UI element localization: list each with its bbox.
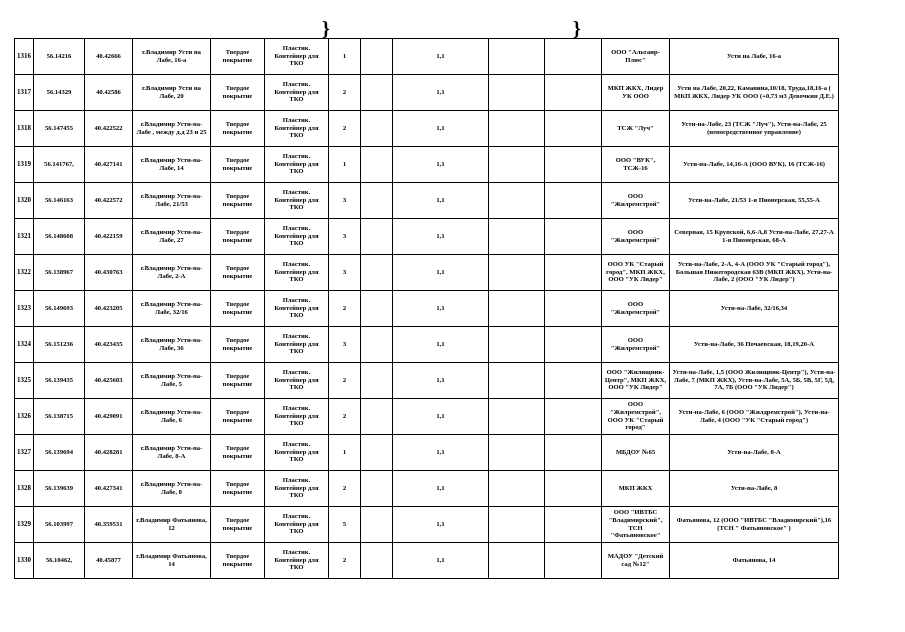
served-addresses-cell: Усти-на-Лабе, 2-А, 4-А (ООО УК "Старый город"), Большая Нижегородская 63В (МКП ЖКХ), Усти-на-Лабе, 2 (ООО "УК Лидер") bbox=[670, 255, 839, 291]
empty-cell bbox=[489, 255, 545, 291]
container-type-cell: Пластик. Контейнер для ТКО bbox=[265, 471, 329, 507]
container-volume-cell: 1,1 bbox=[393, 435, 489, 471]
empty-cell bbox=[361, 399, 393, 435]
organization-cell: ООО "Жилремстрой" bbox=[602, 219, 670, 255]
container-volume-cell: 1,1 bbox=[393, 543, 489, 579]
organization-cell: ООО "ВУК", ТСЖ-16 bbox=[602, 147, 670, 183]
empty-cell bbox=[545, 435, 602, 471]
container-count-cell: 2 bbox=[329, 543, 361, 579]
served-addresses-cell: Усти-на-Лабе, 8 bbox=[670, 471, 839, 507]
address-cell: г.Владимир Усти-на-Лабе, 14 bbox=[133, 147, 211, 183]
empty-cell bbox=[361, 111, 393, 147]
empty-cell bbox=[361, 543, 393, 579]
served-addresses-cell: Усти на Лабе, 16-а bbox=[670, 39, 839, 75]
table-row bbox=[15, 399, 839, 435]
container-type-cell: Пластик. Контейнер для ТКО bbox=[265, 219, 329, 255]
container-volume-cell: 1,1 bbox=[393, 219, 489, 255]
container-volume-cell: 1,1 bbox=[393, 75, 489, 111]
container-volume-cell: 1,1 bbox=[393, 111, 489, 147]
container-type-cell: Пластик. Контейнер для ТКО bbox=[265, 543, 329, 579]
address-cell: г.Владимир Усти-на-Лабе , между д.д 23 и 25 bbox=[133, 111, 211, 147]
table-row bbox=[15, 291, 839, 327]
table-row bbox=[15, 471, 839, 507]
latitude-cell: 56.14216 bbox=[34, 39, 85, 75]
longitude-cell: 40.425603 bbox=[85, 363, 133, 399]
empty-cell bbox=[545, 75, 602, 111]
surface-cell: Твердое покрытие bbox=[211, 399, 265, 435]
row-number: 1323 bbox=[15, 291, 34, 327]
container-count-cell: 1 bbox=[329, 39, 361, 75]
container-count-cell: 3 bbox=[329, 255, 361, 291]
organization-cell: МКП ЖКХ, Лидер УК ООО bbox=[602, 75, 670, 111]
empty-cell bbox=[361, 183, 393, 219]
latitude-cell: 56.146163 bbox=[34, 183, 85, 219]
latitude-cell: 56.103997 bbox=[34, 507, 85, 543]
longitude-cell: 40.42666 bbox=[85, 39, 133, 75]
container-count-cell: 2 bbox=[329, 75, 361, 111]
served-addresses-cell: Усти-на-Лабе, 8-А bbox=[670, 435, 839, 471]
empty-cell bbox=[545, 507, 602, 543]
surface-cell: Твердое покрытие bbox=[211, 327, 265, 363]
organization-cell: ООО "ИВТБС "Владимирский", ТСН "Фатьяновское" bbox=[602, 507, 670, 543]
row-number: 1326 bbox=[15, 399, 34, 435]
empty-cell bbox=[361, 507, 393, 543]
address-cell: г.Владимир Усти-на-Лабе, 32/16 bbox=[133, 291, 211, 327]
container-count-cell: 5 bbox=[329, 507, 361, 543]
container-count-cell: 2 bbox=[329, 471, 361, 507]
empty-cell bbox=[545, 327, 602, 363]
empty-cell bbox=[545, 399, 602, 435]
surface-cell: Твердое покрытие bbox=[211, 291, 265, 327]
longitude-cell: 40.428281 bbox=[85, 435, 133, 471]
address-cell: г.Владимир Усти-на-Лабе, 21/53 bbox=[133, 183, 211, 219]
organization-cell: ООО "Жилищник-Центр", МКП ЖКХ, ООО "УК Лидер" bbox=[602, 363, 670, 399]
table-row bbox=[15, 363, 839, 399]
container-count-cell: 2 bbox=[329, 363, 361, 399]
address-cell: г.Владимир Усти на Лабе, 16-а bbox=[133, 39, 211, 75]
row-number: 1319 bbox=[15, 147, 34, 183]
container-type-cell: Пластик. Контейнер для ТКО bbox=[265, 291, 329, 327]
surface-cell: Твердое покрытие bbox=[211, 435, 265, 471]
empty-cell bbox=[361, 147, 393, 183]
address-cell: г.Владимир Фатьянова, 14 bbox=[133, 543, 211, 579]
longitude-cell: 40.45877 bbox=[85, 543, 133, 579]
latitude-cell: 56.148608 bbox=[34, 219, 85, 255]
container-type-cell: Пластик. Контейнер для ТКО bbox=[265, 147, 329, 183]
surface-cell: Твердое покрытие bbox=[211, 39, 265, 75]
empty-cell bbox=[361, 219, 393, 255]
empty-cell bbox=[489, 291, 545, 327]
longitude-cell: 40.427341 bbox=[85, 471, 133, 507]
latitude-cell: 56.139435 bbox=[34, 363, 85, 399]
row-number: 1320 bbox=[15, 183, 34, 219]
organization-cell: ООО "Жилремстрой" bbox=[602, 183, 670, 219]
row-number: 1327 bbox=[15, 435, 34, 471]
container-type-cell: Пластик. Контейнер для ТКО bbox=[265, 363, 329, 399]
container-type-cell: Пластик. Контейнер для ТКО bbox=[265, 39, 329, 75]
empty-cell bbox=[489, 39, 545, 75]
empty-cell bbox=[489, 111, 545, 147]
surface-cell: Твердое покрытие bbox=[211, 543, 265, 579]
container-type-cell: Пластик. Контейнер для ТКО bbox=[265, 255, 329, 291]
served-addresses-cell: Усти-на-Лабе, 1,5 (ООО Жилищник-Центр"), Усти-на-Лабе, 7 (МКП ЖКХ), Усти-на-Лабе, 5А, 5Б, 5В, 5Г, 5Д, 7А, 7Б (ООО "УК Лидер") bbox=[670, 363, 839, 399]
empty-cell bbox=[361, 435, 393, 471]
empty-cell bbox=[489, 147, 545, 183]
empty-cell bbox=[545, 543, 602, 579]
table-row bbox=[15, 75, 839, 111]
longitude-cell: 40.422522 bbox=[85, 111, 133, 147]
container-volume-cell: 1,1 bbox=[393, 399, 489, 435]
empty-cell bbox=[489, 327, 545, 363]
organization-cell: ООО УК "Старый город", МКП ЖКХ, ООО "УК Лидер" bbox=[602, 255, 670, 291]
latitude-cell: 56.139694 bbox=[34, 435, 85, 471]
longitude-cell: 40.359531 bbox=[85, 507, 133, 543]
served-addresses-cell: Фатьянова, 14 bbox=[670, 543, 839, 579]
empty-cell bbox=[361, 39, 393, 75]
empty-cell bbox=[489, 543, 545, 579]
table-row bbox=[15, 543, 839, 579]
container-volume-cell: 1,1 bbox=[393, 327, 489, 363]
empty-cell bbox=[361, 255, 393, 291]
container-type-cell: Пластик. Контейнер для ТКО bbox=[265, 111, 329, 147]
longitude-cell: 40.422159 bbox=[85, 219, 133, 255]
container-volume-cell: 1,1 bbox=[393, 147, 489, 183]
empty-cell bbox=[545, 219, 602, 255]
container-volume-cell: 1,1 bbox=[393, 363, 489, 399]
row-number: 1328 bbox=[15, 471, 34, 507]
served-addresses-cell: Северная, 15 Крупской, 6,6-А,8 Усти-на-Лабе, 27,27-А 1-я Пионерская, 68-А bbox=[670, 219, 839, 255]
table-row bbox=[15, 255, 839, 291]
address-cell: г.Владимир Усти-на-Лабе, 8 bbox=[133, 471, 211, 507]
longitude-cell: 40.430763 bbox=[85, 255, 133, 291]
longitude-cell: 40.422572 bbox=[85, 183, 133, 219]
organization-cell: МАДОУ "Детский сад №12" bbox=[602, 543, 670, 579]
table-row bbox=[15, 39, 839, 75]
table-row bbox=[15, 327, 839, 363]
address-cell: г.Владимир Усти-на-Лабе, 2-А bbox=[133, 255, 211, 291]
empty-cell bbox=[489, 435, 545, 471]
table-row bbox=[15, 435, 839, 471]
latitude-cell: 56.147455 bbox=[34, 111, 85, 147]
empty-cell bbox=[489, 507, 545, 543]
empty-cell bbox=[489, 399, 545, 435]
latitude-cell: 56.14329 bbox=[34, 75, 85, 111]
latitude-cell: 56.149693 bbox=[34, 291, 85, 327]
table-row bbox=[15, 147, 839, 183]
container-type-cell: Пластик. Контейнер для ТКО bbox=[265, 507, 329, 543]
organization-cell: ООО "Жилремстрой" bbox=[602, 327, 670, 363]
container-volume-cell: 1,1 bbox=[393, 471, 489, 507]
binding-mark-left: } bbox=[322, 18, 330, 40]
address-cell: г.Владимир Усти на Лабе, 20 bbox=[133, 75, 211, 111]
latitude-cell: 56.151236 bbox=[34, 327, 85, 363]
container-count-cell: 2 bbox=[329, 291, 361, 327]
surface-cell: Твердое покрытие bbox=[211, 471, 265, 507]
surface-cell: Твердое покрытие bbox=[211, 363, 265, 399]
container-volume-cell: 1,1 bbox=[393, 255, 489, 291]
surface-cell: Твердое покрытие bbox=[211, 147, 265, 183]
latitude-cell: 56.138967 bbox=[34, 255, 85, 291]
container-count-cell: 3 bbox=[329, 327, 361, 363]
container-volume-cell: 1,1 bbox=[393, 183, 489, 219]
latitude-cell: 56.138715 bbox=[34, 399, 85, 435]
latitude-cell: 56.141767, bbox=[34, 147, 85, 183]
row-number: 1330 bbox=[15, 543, 34, 579]
container-count-cell: 2 bbox=[329, 399, 361, 435]
served-addresses-cell: Усти-на-Лабе, 23 (ТСЖ "Луч"), Усти-на-Лабе, 25 (непосредственное управление) bbox=[670, 111, 839, 147]
organization-cell: ООО "Жилремстрой", ООО УК "Старый город" bbox=[602, 399, 670, 435]
address-cell: г.Владимир Фатьянова, 12 bbox=[133, 507, 211, 543]
row-number: 1316 bbox=[15, 39, 34, 75]
row-number: 1329 bbox=[15, 507, 34, 543]
empty-cell bbox=[489, 363, 545, 399]
row-number: 1321 bbox=[15, 219, 34, 255]
row-number: 1318 bbox=[15, 111, 34, 147]
address-cell: г.Владимир Усти-на-Лабе, 36 bbox=[133, 327, 211, 363]
container-count-cell: 2 bbox=[329, 111, 361, 147]
served-addresses-cell: Усти-на-Лабе, 6 (ООО "Жилдремстрой"), Усти-на-Лабе, 4 (ООО "УК "Старый город") bbox=[670, 399, 839, 435]
empty-cell bbox=[545, 147, 602, 183]
empty-cell bbox=[489, 183, 545, 219]
row-number: 1317 bbox=[15, 75, 34, 111]
registry-table bbox=[14, 38, 839, 579]
address-cell: г.Владимир Усти-на-Лабе, 5 bbox=[133, 363, 211, 399]
longitude-cell: 40.423435 bbox=[85, 327, 133, 363]
empty-cell bbox=[361, 327, 393, 363]
container-volume-cell: 1,1 bbox=[393, 39, 489, 75]
empty-cell bbox=[545, 255, 602, 291]
container-type-cell: Пластик. Контейнер для ТКО bbox=[265, 183, 329, 219]
longitude-cell: 40.427141 bbox=[85, 147, 133, 183]
container-count-cell: 1 bbox=[329, 147, 361, 183]
address-cell: г.Владимир Усти-на-Лабе, 8-А bbox=[133, 435, 211, 471]
container-type-cell: Пластик. Контейнер для ТКО bbox=[265, 399, 329, 435]
organization-cell: ООО "Жилремстрой" bbox=[602, 291, 670, 327]
table-row bbox=[15, 507, 839, 543]
container-type-cell: Пластик. Контейнер для ТКО bbox=[265, 435, 329, 471]
empty-cell bbox=[361, 363, 393, 399]
served-addresses-cell: Усти-на-Лабе, 32/16,34 bbox=[670, 291, 839, 327]
longitude-cell: 40.423205 bbox=[85, 291, 133, 327]
served-addresses-cell: Фатьянова, 12 (ООО "ИВТБС "Владимирский"),16 (ТСН " Фатьяновское" ) bbox=[670, 507, 839, 543]
surface-cell: Твердое покрытие bbox=[211, 507, 265, 543]
empty-cell bbox=[545, 471, 602, 507]
empty-cell bbox=[361, 291, 393, 327]
table-row bbox=[15, 111, 839, 147]
served-addresses-cell: Усти-на-Лабе, 21/53 1-я Пионерская, 55,55-А bbox=[670, 183, 839, 219]
surface-cell: Твердое покрытие bbox=[211, 183, 265, 219]
row-number: 1322 bbox=[15, 255, 34, 291]
surface-cell: Твердое покрытие bbox=[211, 255, 265, 291]
latitude-cell: 56.139639 bbox=[34, 471, 85, 507]
longitude-cell: 40.429091 bbox=[85, 399, 133, 435]
longitude-cell: 40.42586 bbox=[85, 75, 133, 111]
table-row bbox=[15, 183, 839, 219]
empty-cell bbox=[489, 471, 545, 507]
row-number: 1324 bbox=[15, 327, 34, 363]
row-number: 1325 bbox=[15, 363, 34, 399]
empty-cell bbox=[545, 183, 602, 219]
surface-cell: Твердое покрытие bbox=[211, 219, 265, 255]
served-addresses-cell: Усти-на-Лабе, 36 Почаевская, 18,19,20-А bbox=[670, 327, 839, 363]
binding-mark-right: } bbox=[573, 18, 581, 40]
container-volume-cell: 1,1 bbox=[393, 291, 489, 327]
container-count-cell: 3 bbox=[329, 183, 361, 219]
empty-cell bbox=[489, 219, 545, 255]
table-row bbox=[15, 219, 839, 255]
organization-cell: МКП ЖКХ bbox=[602, 471, 670, 507]
container-count-cell: 1 bbox=[329, 435, 361, 471]
container-type-cell: Пластик. Контейнер для ТКО bbox=[265, 327, 329, 363]
empty-cell bbox=[361, 75, 393, 111]
latitude-cell: 56.10462, bbox=[34, 543, 85, 579]
empty-cell bbox=[545, 291, 602, 327]
surface-cell: Твердое покрытие bbox=[211, 111, 265, 147]
served-addresses-cell: Усти на Лабе, 20,22, Каманина,10/18, Труда,18,16-а ( МКП ЖКХ, Лидер УК ООО (+0,73 м3 Девочкин Д.Е.) bbox=[670, 75, 839, 111]
address-cell: г.Владимир Усти-на-Лабе, 6 bbox=[133, 399, 211, 435]
organization-cell: ООО "Альтаир-Плюс" bbox=[602, 39, 670, 75]
container-volume-cell: 1,1 bbox=[393, 507, 489, 543]
organization-cell: МБДОУ №65 bbox=[602, 435, 670, 471]
empty-cell bbox=[545, 363, 602, 399]
container-type-cell: Пластик. Контейнер для ТКО bbox=[265, 75, 329, 111]
empty-cell bbox=[545, 111, 602, 147]
container-count-cell: 3 bbox=[329, 219, 361, 255]
served-addresses-cell: Усти-на-Лабе, 14,16-А (ООО ВУК), 16 (ТСЖ-16) bbox=[670, 147, 839, 183]
empty-cell bbox=[489, 75, 545, 111]
empty-cell bbox=[545, 39, 602, 75]
address-cell: г.Владимир Усти-на-Лабе, 27 bbox=[133, 219, 211, 255]
empty-cell bbox=[361, 471, 393, 507]
organization-cell: ТСЖ "Луч" bbox=[602, 111, 670, 147]
surface-cell: Твердое покрытие bbox=[211, 75, 265, 111]
